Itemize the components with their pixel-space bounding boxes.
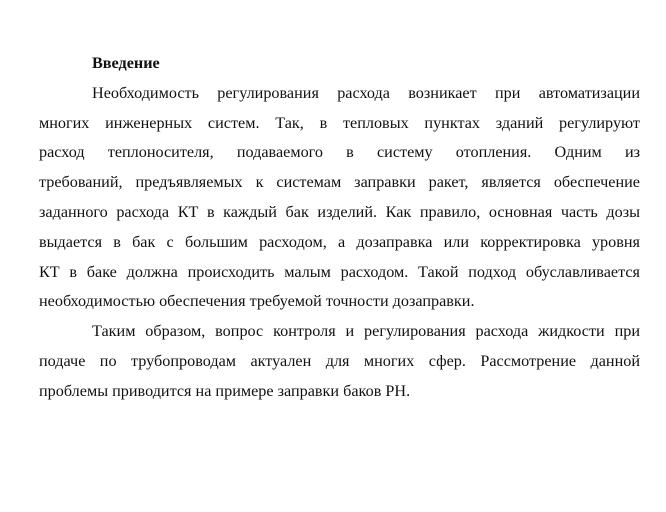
paragraph-line: многих инженерных систем. Так, в тепловых пунктах зданий регулируют (39, 113, 640, 132)
paragraph-line: требований, предъявляемых к системам заправки ракет, является обеспечение (39, 173, 640, 192)
paragraph-line: проблемы приводится на примере заправки баков РН. (39, 381, 411, 400)
paragraph-line: расход теплоносителя, подаваемого в систему отопления. Одним из (39, 143, 640, 162)
paragraph-line: выдается в бак с большим расходом, а дозаправка или корректировка уровня (39, 232, 640, 251)
paragraph-line: КТ в баке должна происходить малым расходом. Такой подход обуславливается (39, 262, 640, 281)
paragraph-line: необходимостью обеспечения требуемой точности дозаправки. (39, 292, 475, 311)
document-body (39, 49, 640, 407)
line-text: Необходимость регулирования расхода возникает при автоматизации (92, 83, 640, 102)
paragraph-line: Таким образом, вопрос контроля и регулирования расхода жидкости при (92, 322, 640, 341)
paragraph-1 (39, 79, 640, 317)
section-heading: Введение (92, 54, 160, 72)
paragraph-line: подаче по трубопроводам актуален для многих сфер. Рассмотрение данной (39, 351, 640, 370)
paragraph-line: заданного расхода КТ в каждый бак изделий. Как правило, основная часть дозы (39, 202, 640, 221)
paragraph-line (92, 79, 640, 109)
paragraph-2 (39, 317, 640, 406)
